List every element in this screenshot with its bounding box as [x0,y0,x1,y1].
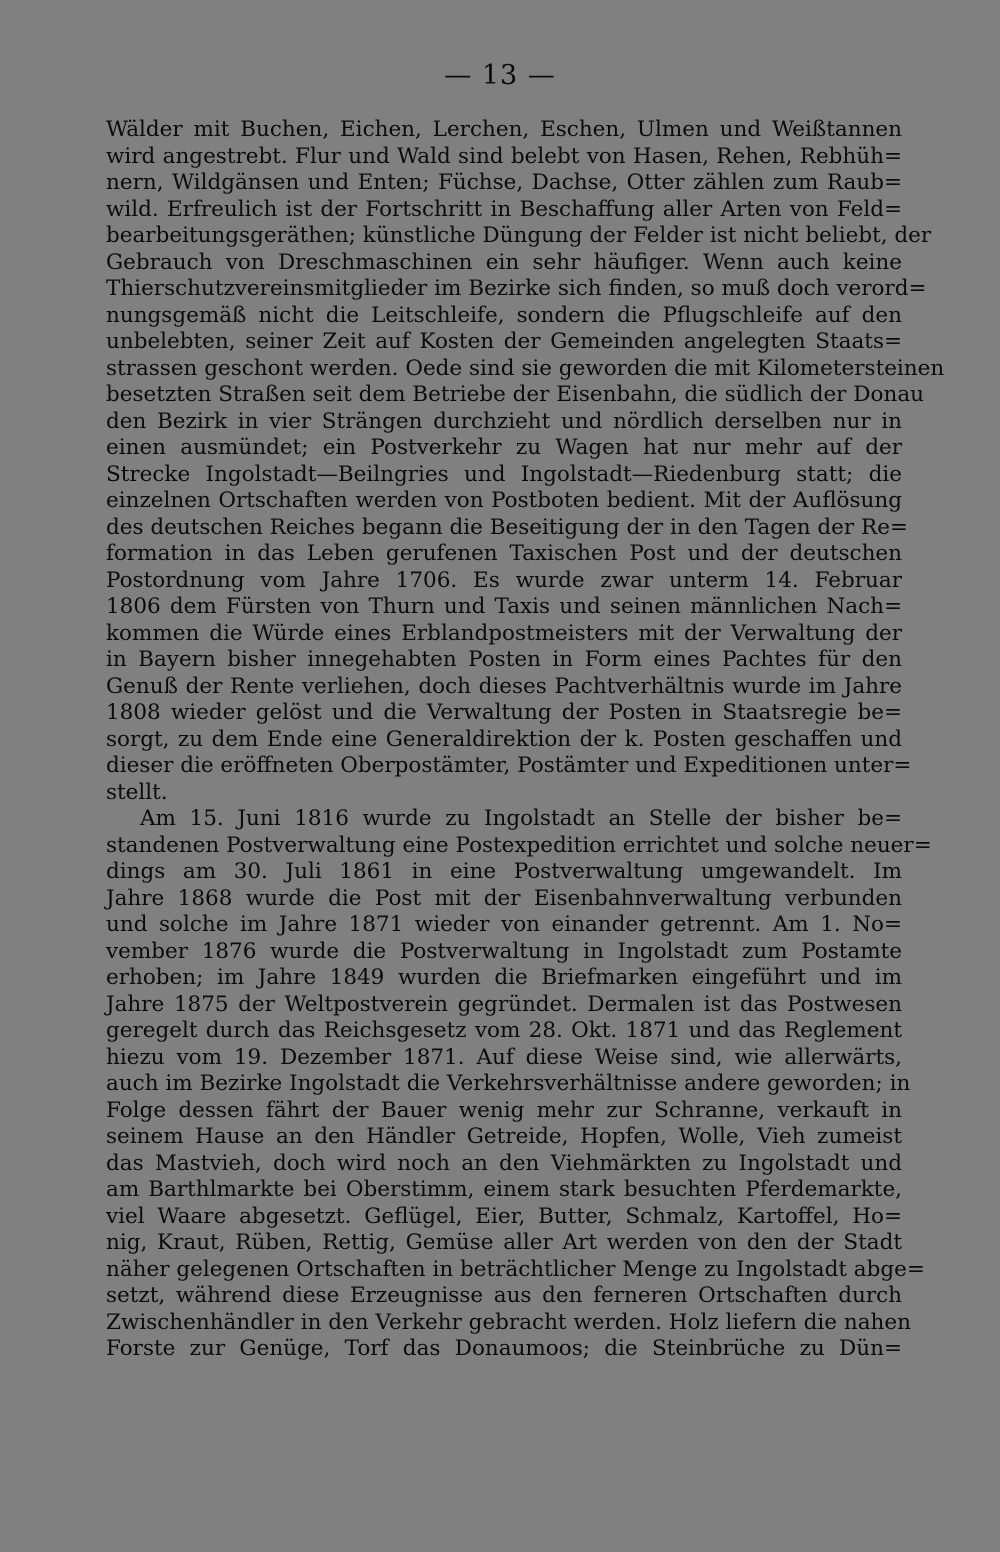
text-line: und solche im Jahre 1871 wieder von einander getrennt. Am 1. No= [106,912,902,937]
text-line: setzt, während diese Erzeugnisse aus den ferneren Ortschaften durch [106,1283,902,1308]
body-text [106,117,945,1363]
text-line: viel Waare abgesetzt. Geflügel, Eier, Butter, Schmalz, Kartoffel, Ho= [106,1203,902,1229]
text-line: standenen Postverwaltung eine Postexpedition errichtet und solche neuer= [106,832,932,858]
text-line: Jahre 1875 der Weltpostverein gegründet. Dermalen ist das Postwesen [106,991,902,1017]
text-line: unbelebten, seiner Zeit auf Kosten der Gemeinden angelegten Staats= [106,329,902,354]
text-line: nungsgemäß nicht die Leitschleife, sondern die Pflugschleife auf den [106,302,902,328]
text-line: stellt. [106,779,168,805]
text-line: dings am 30. Juli 1861 in eine Postverwaltung umgewandelt. Im [106,859,902,884]
text-line: Postordnung vom Jahre 1706. Es wurde zwar unterm 14. Februar [106,567,902,593]
text-line: einzelnen Ortschaften werden von Postboten bedient. Mit der Auflösung [106,488,902,513]
text-line: geregelt durch das Reichsgesetz vom 28. Okt. 1871 und das Reglement [106,1018,902,1043]
text-line: besetzten Straßen seit dem Betriebe der Eisenbahn, die südlich der Donau [106,382,924,407]
text-line: auch im Bezirke Ingolstadt die Verkehrsverhältnisse andere geworden; in [106,1071,911,1096]
text-line: einen ausmündet; ein Postverkehr zu Wagen hat nur mehr auf der [106,435,902,460]
text-line: erhoben; im Jahre 1849 wurden die Briefmarken eingeführt und im [106,965,902,990]
text-line: formation in das Leben gerufenen Taxischen Post und der deutschen [106,541,902,566]
text-line: des deutschen Reiches begann die Beseitigung der in den Tagen der Re= [106,514,908,540]
text-line: Folge dessen fährt der Bauer wenig mehr zur Schranne, verkauft in [106,1097,902,1123]
text-line: am Barthlmarkte bei Oberstimm, einem stark besuchten Pferdemarkte, [106,1177,902,1202]
text-line: Forste zur Genüge, Torf das Donaumoos; die Steinbrüche zu Dün= [106,1336,902,1361]
text-line: Jahre 1868 wurde die Post mit der Eisenbahnverwaltung verbunden [106,885,902,911]
text-line: 1808 wieder gelöst und die Verwaltung der Posten in Staatsregie be= [106,700,902,725]
text-line: 1806 dem Fürsten von Thurn und Taxis und seinen männlichen Nach= [106,594,902,619]
page-number: — 13 — [444,60,556,91]
text-line: den Bezirk in vier Strängen durchzieht und nördlich derselben nur in [106,408,902,434]
text-line: nern, Wildgänsen und Enten; Füchse, Dachse, Otter zählen zum Raub= [106,170,902,195]
text-line: Zwischenhändler in den Verkehr gebracht werden. Holz liefern die nahen [106,1309,911,1335]
text-line: Thierschutzvereinsmitglieder im Bezirke sich finden, so muß doch verord= [106,276,927,301]
text-line: vember 1876 wurde die Postverwaltung in Ingolstadt zum Postamte [106,938,902,964]
text-line: in Bayern bisher innegehabten Posten in Form eines Pachtes für den [106,647,902,672]
text-line: Genuß der Rente verliehen, doch dieses Pachtverhältnis wurde im Jahre [106,673,902,699]
text-line: Strecke Ingolstadt—Beilngries und Ingolstadt—Riedenburg statt; die [106,461,902,487]
paragraph-first-line: Am 15. Juni 1816 wurde zu Ingolstadt an Stelle der bisher be= [140,806,902,831]
text-line: sorgt, zu dem Ende eine Generaldirektion der k. Posten geschaffen und [106,726,902,752]
text-line: hiezu vom 19. Dezember 1871. Auf diese Weise sind, wie allerwärts, [106,1044,902,1070]
text-line: seinem Hause an den Händler Getreide, Hopfen, Wolle, Vieh zumeist [106,1124,902,1149]
text-line: Wälder mit Buchen, Eichen, Lerchen, Eschen, Ulmen und Weißtannen [106,117,902,142]
text-line: näher gelegenen Ortschaften in beträchtlicher Menge zu Ingolstadt abge= [106,1256,925,1282]
text-line: dieser die eröffneten Oberpostämter, Postämter und Expeditionen unter= [106,753,912,778]
text-line: strassen geschont werden. Oede sind sie geworden die mit Kilometersteinen [106,355,945,381]
text-line: kommen die Würde eines Erblandpostmeisters mit der Verwaltung der [106,620,902,646]
text-line: nig, Kraut, Rüben, Rettig, Gemüse aller Art werden von den der Stadt [106,1230,902,1255]
text-line: Gebrauch von Dreschmaschinen ein sehr häufiger. Wenn auch keine [106,249,902,275]
text-line: bearbeitungsgeräthen; künstliche Düngung der Felder ist nicht beliebt, der [106,223,932,248]
text-line: das Mastvieh, doch wird noch an den Viehmärkten zu Ingolstadt und [106,1150,902,1176]
text-line: wild. Erfreulich ist der Fortschritt in Beschaffung aller Arten von Feld= [106,196,902,222]
text-line: wird angestrebt. Flur und Wald sind belebt von Hasen, Rehen, Rebhüh= [106,143,902,169]
